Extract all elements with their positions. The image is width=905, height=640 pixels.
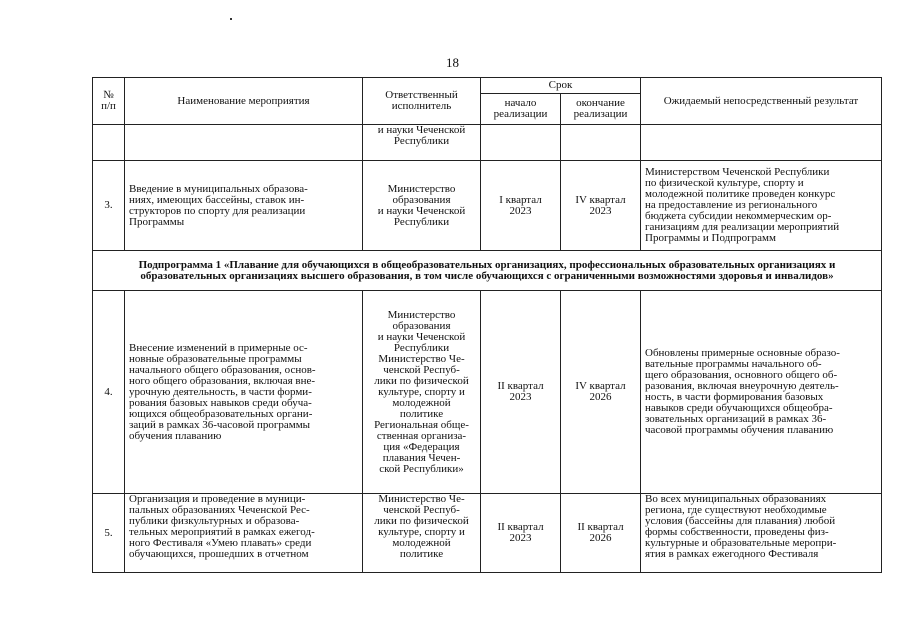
cell-executor: Министерство Че- ченской Респуб- лики по физической культуре, спорту и молодежной политике xyxy=(363,494,481,573)
col-header-result: Ожидаемый непосредственный результат xyxy=(641,78,882,125)
cell-num: 5. xyxy=(93,494,125,573)
cell-name: Организация и проведение в муници- пальных образованиях Чеченской Рес- публики физкультурных и образова- тельных мероприятий в рамках ежегод- ного Фестиваля «Умею плавать» среди обучающихся, прошедших в отчетном xyxy=(125,494,363,573)
col-header-executor: Ответственный исполнитель xyxy=(363,78,481,125)
col-header-num: № п/п xyxy=(93,78,125,125)
subprogram-title: Подпрограмма 1 «Плавание для обучающихся в общеобразовательных организациях, профессиональных образовательных организациях и образовательных организациях высшего образования, в том числе обучающихся с ограниченными возможностями здоровья и инвалидов» xyxy=(93,251,882,291)
cell-end xyxy=(561,125,641,161)
col-header-start: начало реализации xyxy=(481,94,561,125)
header-row xyxy=(93,78,882,94)
cell-num: 4. xyxy=(93,291,125,494)
cell-executor: Министерство образования и науки Чеченской Республики xyxy=(363,161,481,251)
page-number: 18 xyxy=(446,55,459,70)
cell-executor: Министерство образования и науки Чеченской Республики Министерство Че- ченской Респуб- лики по физической культуре, спорту и молодежной политике Региональная обще- ственная организа- ция «Федерация плавания Чечен- ской Республики» xyxy=(363,291,481,494)
cell-end: II квартал 2026 xyxy=(561,494,641,573)
section-header-row xyxy=(93,251,882,291)
cell-executor: и науки Чеченской Республики xyxy=(363,125,481,161)
table-row-continuation xyxy=(93,125,882,161)
cell-end: IV квартал 2023 xyxy=(561,161,641,251)
cell-name: Внесение изменений в примерные ос- новные образовательные программы начального общего образования, основ- ного общего образования, включая вне- урочную деятельность, в части форми- рования базовых навыков среди обуча- ющихся общеобразовательных органи- заций в рамках 36-часовой программы обучения плаванию xyxy=(125,291,363,494)
cell-result xyxy=(641,125,882,161)
scan-speck xyxy=(230,18,232,20)
cell-start: II квартал 2023 xyxy=(481,291,561,494)
cell-num xyxy=(93,125,125,161)
table-row xyxy=(93,161,882,251)
cell-result: Во всех муниципальных образованиях региона, где существуют необходимые условия (бассейны для плавания) любой формы собственности, проведены физ- культурные и образовательные меропри- ятия в рамках ежегодного Фестиваля xyxy=(641,494,882,573)
cell-name: Введение в муниципальных образова- ниях, имеющих бассейны, ставок ин- структоров по спорту для реализации Программы xyxy=(125,161,363,251)
cell-start: II квартал 2023 xyxy=(481,494,561,573)
cell-start: I квартал 2023 xyxy=(481,161,561,251)
cell-start xyxy=(481,125,561,161)
table-row xyxy=(93,494,882,573)
cell-name xyxy=(125,125,363,161)
cell-end: IV квартал 2026 xyxy=(561,291,641,494)
cell-result: Министерством Чеченской Республики по физической культуре, спорту и молодежной политике проведен конкурс на предоставление из регионального бюджета субсидии некоммерческим ор- ганизациям для реализации мероприятий Программы и Подпрограмм xyxy=(641,161,882,251)
col-header-name: Наименование мероприятия xyxy=(125,78,363,125)
col-header-end: окончание реализации xyxy=(561,94,641,125)
table-row xyxy=(93,291,882,494)
activities-table xyxy=(92,77,882,573)
col-header-term: Срок xyxy=(481,78,641,94)
cell-num: 3. xyxy=(93,161,125,251)
cell-result: Обновлены примерные основные образо- вательные программы начального об- щего образования, основного общего об- разования, включая внеурочную деятель- ность, в части формирования базовых навыков среди обучающихся общеобра- зовательных организаций в рамках 36- часовой программы обучения плаванию xyxy=(641,291,882,494)
